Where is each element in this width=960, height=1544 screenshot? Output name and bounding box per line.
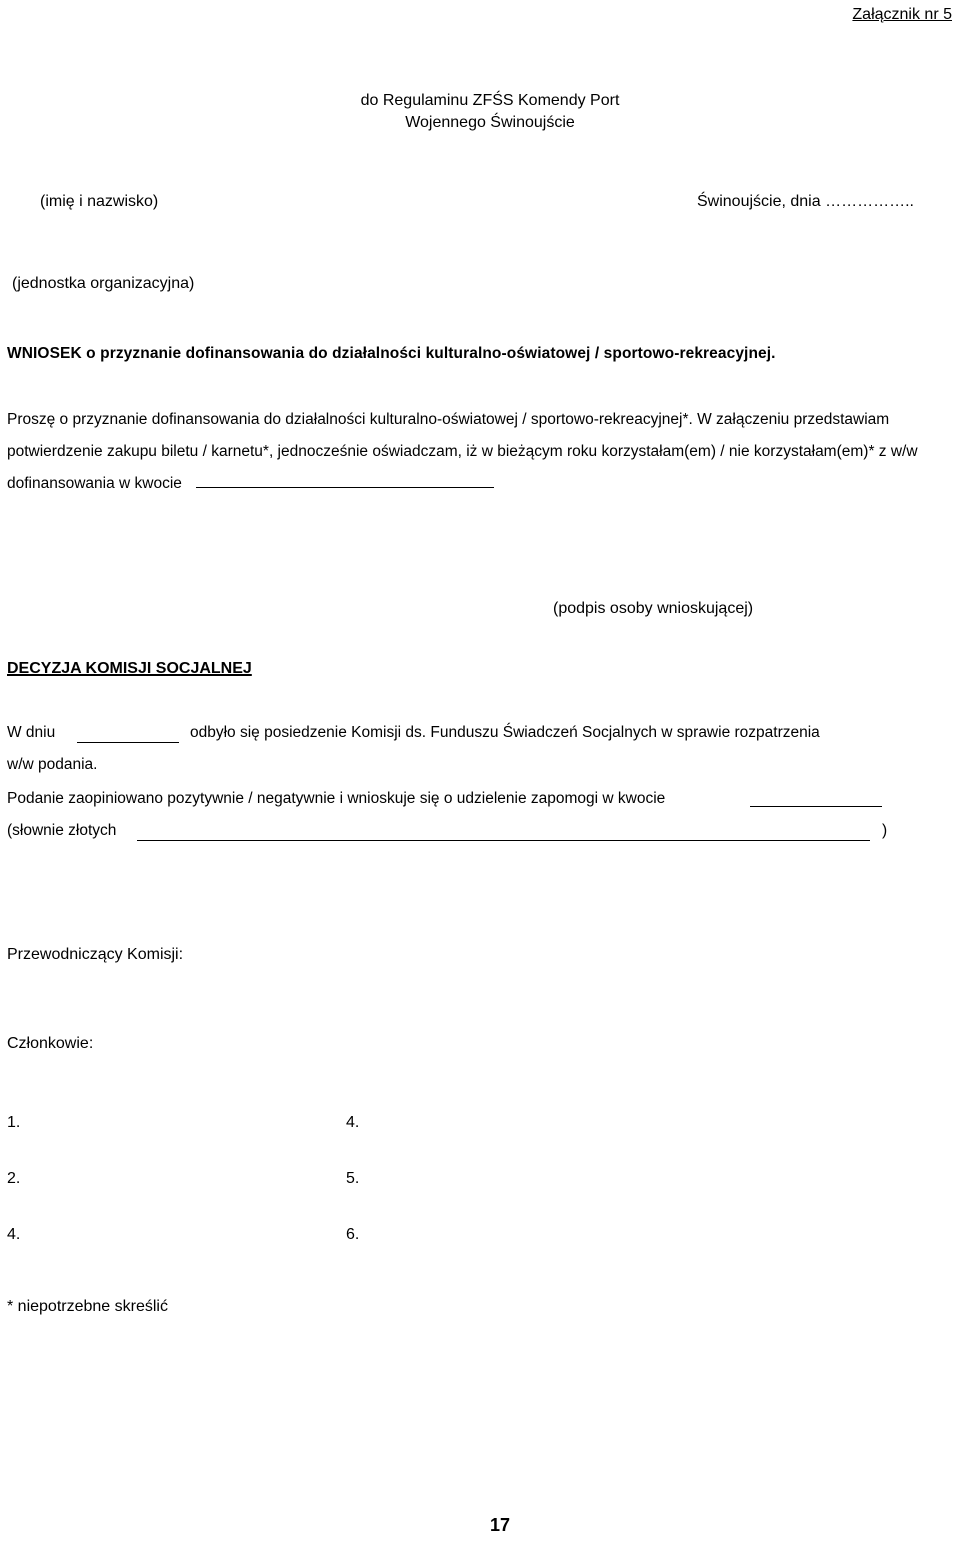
meeting-text-2: w/w podania.: [7, 756, 98, 773]
subtitle-line-1: do Regulaminu ZFŚS Komendy Port: [360, 92, 620, 109]
decision-heading: DECYZJA KOMISJI SOCJALNEJ: [7, 660, 252, 677]
request-title: WNIOSEK o przyznanie dofinansowania do działalności kulturalno-oświatowej / sportowo-rekreacyjnej.: [7, 345, 776, 362]
amount-line: [196, 473, 494, 488]
subtitle-line-2: Wojennego Świnoujście: [405, 114, 575, 131]
request-body-text: Proszę o przyznanie dofinansowania do działalności kulturalno-oświatowej / sportowo-rekreacyjnej*. W załączeniu przedstawiam potwierdzenie zakupu biletu / karnetu*, jednocześnie oświadczam, iż w bieżącym roku korzystałam(em) / nie korzystałam(em)* z w/w dofinansowania w kwocie: [7, 411, 918, 492]
meeting-text: odbyło się posiedzenie Komisji ds. Funduszu Świadczeń Socjalnych w sprawie rozpatrzenia: [190, 724, 820, 741]
name-label: (imię i nazwisko): [40, 193, 159, 210]
words-amount-line: [137, 840, 870, 841]
unit-label: (jednostka organizacyjna): [12, 275, 195, 292]
page-number: 17: [490, 1515, 511, 1535]
members-label: Członkowie:: [7, 1035, 94, 1052]
words-open-label: (słownie złotych: [7, 822, 117, 839]
member-right-3: 6.: [346, 1226, 360, 1243]
meeting-date-label: W dniu: [7, 724, 56, 741]
signature-label: (podpis osoby wnioskującej): [553, 600, 754, 617]
member-left-1: 1.: [7, 1114, 21, 1131]
meeting-date-line: [77, 742, 179, 743]
member-right-1: 4.: [346, 1114, 360, 1131]
member-left-2: 2.: [7, 1170, 21, 1187]
attachment-label: Załącznik nr 5: [852, 6, 952, 23]
words-close-label: ): [882, 822, 888, 839]
footnote: * niepotrzebne skreślić: [7, 1298, 168, 1315]
request-body: [7, 404, 947, 500]
place-date: Świnoujście, dnia ……………..: [697, 193, 914, 210]
opinion-text: Podanie zaopiniowano pozytywnie / negatywnie i wnioskuje się o udzielenie zapomogi w kwocie: [7, 790, 666, 807]
chair-label: Przewodniczący Komisji:: [7, 946, 184, 963]
member-right-2: 5.: [346, 1170, 360, 1187]
member-left-3: 4.: [7, 1226, 21, 1243]
opinion-amount-line: [750, 806, 882, 807]
regulation-subtitle: [300, 90, 680, 134]
